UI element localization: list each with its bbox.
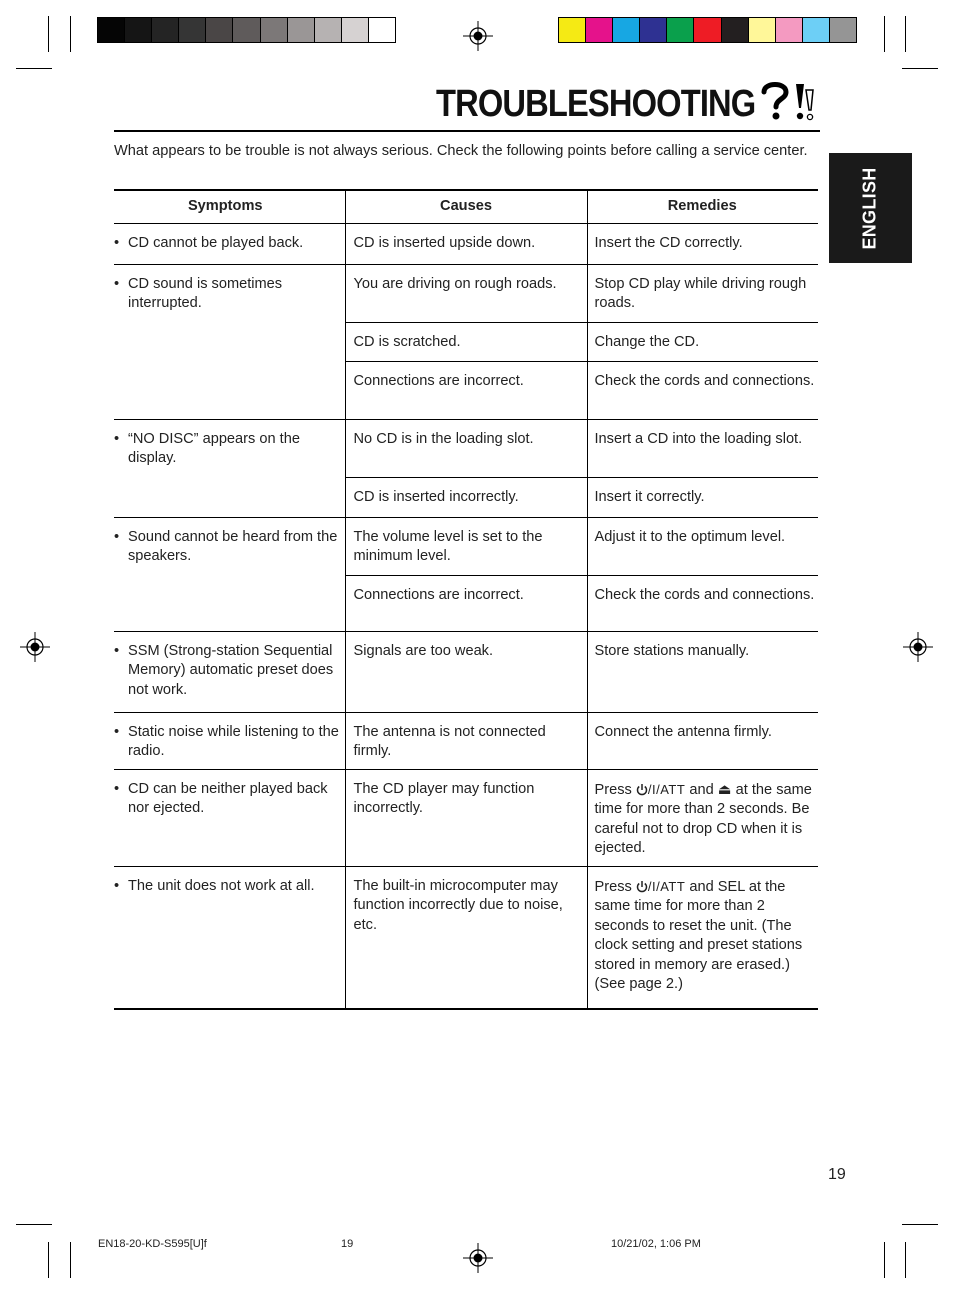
- remedy-text: at the same time for more than 2 seconds. Be careful not to drop CD when it is ejected.: [594, 781, 812, 856]
- symptom-cell: [114, 419, 345, 517]
- color-swatch: [694, 18, 721, 42]
- cause-cell: The CD player may function incorrectly.: [345, 769, 587, 866]
- cause-cell: No CD is in the loading slot.: [345, 419, 587, 477]
- grayscale-calibration-bar: [97, 17, 396, 43]
- remedy-cell: Connect the antenna firmly.: [587, 712, 818, 769]
- language-tab: [829, 153, 912, 263]
- crop-mark: [16, 1224, 52, 1225]
- crop-mark: [902, 1224, 938, 1225]
- symptom-cell: [114, 517, 345, 631]
- remedy-cell: [587, 866, 818, 1009]
- color-swatch: [559, 18, 586, 42]
- bullet: •: [114, 528, 120, 545]
- gray-swatch: [369, 18, 395, 42]
- footer-page-number: 19: [341, 1238, 354, 1250]
- symptom-cell: [114, 264, 345, 419]
- color-swatch: [586, 18, 613, 42]
- symptom-text: CD cannot be played back.: [128, 234, 304, 251]
- crop-mark: [48, 1242, 49, 1278]
- color-swatch: [749, 18, 776, 42]
- symptom-cell: [114, 712, 345, 769]
- power-icon: [636, 783, 648, 796]
- language-label: ENGLISH: [859, 166, 880, 250]
- remedies-header: Remedies: [587, 190, 818, 223]
- table-row: [114, 866, 818, 1009]
- cause-cell: CD is scratched.: [345, 322, 587, 361]
- bullet: •: [114, 877, 120, 894]
- table-row: [114, 517, 818, 575]
- color-swatch: [803, 18, 830, 42]
- bullet: •: [114, 642, 120, 659]
- question-exclamation-icon: [760, 80, 820, 122]
- remedy-cell: Check the cords and connections.: [587, 361, 818, 419]
- cause-cell: Connections are incorrect.: [345, 361, 587, 419]
- title-block: [436, 80, 807, 128]
- symptom-cell: [114, 769, 345, 866]
- remedy-text: and: [689, 781, 714, 798]
- bullet: •: [114, 780, 120, 797]
- remedy-cell: Store stations manually.: [587, 631, 818, 712]
- color-calibration-bar: [558, 17, 857, 43]
- table-row: [114, 712, 818, 769]
- cause-cell: The built-in microcomputer may function incorrectly due to noise, etc.: [345, 866, 587, 1009]
- remedy-text: Press: [594, 878, 632, 895]
- crop-mark: [884, 16, 885, 52]
- cause-cell: The antenna is not connected firmly.: [345, 712, 587, 769]
- crop-mark: [902, 68, 938, 69]
- gray-swatch: [342, 18, 369, 42]
- intro-text: What appears to be trouble is not always serious. Check the following points before calling a service center.: [114, 143, 808, 159]
- symptom-text: Sound cannot be heard from the speakers.: [128, 528, 338, 564]
- color-swatch: [640, 18, 667, 42]
- registration-target-icon: [463, 1243, 493, 1273]
- color-swatch: [667, 18, 694, 42]
- gray-swatch: [179, 18, 206, 42]
- remedy-cell: Stop CD play while driving rough roads.: [587, 264, 818, 322]
- remedy-cell: Insert a CD into the loading slot.: [587, 419, 818, 477]
- symptom-text: Static noise while listening to the radio.: [128, 723, 339, 759]
- crop-mark: [905, 1242, 906, 1278]
- remedy-cell: [587, 769, 818, 866]
- symptom-text: “NO DISC” appears on the display.: [128, 430, 300, 466]
- bullet: •: [114, 275, 120, 292]
- color-swatch: [722, 18, 749, 42]
- symptom-text: CD can be neither played back nor ejected.: [128, 780, 328, 816]
- table-row: [114, 264, 818, 322]
- table-row: [114, 223, 818, 264]
- gray-swatch: [98, 18, 125, 42]
- cause-cell: You are driving on rough roads.: [345, 264, 587, 322]
- symptom-cell: [114, 631, 345, 712]
- color-swatch: [613, 18, 640, 42]
- crop-mark: [16, 68, 52, 69]
- registration-target-icon: [20, 632, 50, 662]
- color-swatch: [776, 18, 803, 42]
- cause-cell: Connections are incorrect.: [345, 575, 587, 631]
- symptom-cell: [114, 223, 345, 264]
- bullet: •: [114, 723, 120, 740]
- table-header-row: [114, 190, 818, 223]
- remedy-cell: Insert the CD correctly.: [587, 223, 818, 264]
- crop-mark: [884, 1242, 885, 1278]
- crop-mark: [48, 16, 49, 52]
- symptom-text: CD sound is sometimes interrupted.: [128, 275, 283, 311]
- gray-swatch: [206, 18, 233, 42]
- eject-icon: ⏏: [717, 781, 732, 798]
- gray-swatch: [315, 18, 342, 42]
- remedy-text: and SEL at the same time for more than 2 seconds to reset the unit. (The clock setting and preset stations stored in memory are erased.) (See page 2.): [594, 878, 803, 992]
- page-title: TROUBLESHOOTING: [436, 82, 756, 125]
- footer-timestamp: 10/21/02, 1:06 PM: [611, 1238, 701, 1250]
- registration-target-icon: [463, 21, 493, 51]
- title-rule: [114, 130, 820, 132]
- gray-swatch: [261, 18, 288, 42]
- registration-target-icon: [903, 632, 933, 662]
- power-att-button-label: /I/ATT: [647, 781, 686, 797]
- gray-swatch: [152, 18, 179, 42]
- symptom-cell: [114, 866, 345, 1009]
- symptom-text: SSM (Strong-station Sequential Memory) automatic preset does not work.: [128, 642, 334, 698]
- remedy-cell: Check the cords and connections.: [587, 575, 818, 631]
- crop-mark: [905, 16, 906, 52]
- power-att-button-label: /I/ATT: [647, 878, 686, 894]
- crop-mark: [70, 1242, 71, 1278]
- remedy-text: Press: [594, 781, 632, 798]
- troubleshooting-table: [114, 189, 818, 1010]
- table-row: [114, 631, 818, 712]
- table-row: [114, 769, 818, 866]
- cause-cell: The volume level is set to the minimum level.: [345, 517, 587, 575]
- remedy-cell: Insert it correctly.: [587, 477, 818, 517]
- bullet: •: [114, 234, 120, 251]
- bullet: •: [114, 430, 120, 447]
- causes-header: Causes: [345, 190, 587, 223]
- remedy-cell: Adjust it to the optimum level.: [587, 517, 818, 575]
- page-number: 19: [828, 1166, 846, 1183]
- crop-mark: [70, 16, 71, 52]
- cause-cell: CD is inserted upside down.: [345, 223, 587, 264]
- gray-swatch: [125, 18, 152, 42]
- footer-file-name: EN18-20-KD-S595[U]f: [98, 1238, 207, 1250]
- cause-cell: Signals are too weak.: [345, 631, 587, 712]
- table-row: [114, 419, 818, 477]
- cause-cell: CD is inserted incorrectly.: [345, 477, 587, 517]
- power-icon: [636, 880, 648, 893]
- gray-swatch: [233, 18, 260, 42]
- symptoms-header: Symptoms: [114, 190, 345, 223]
- gray-swatch: [288, 18, 315, 42]
- color-swatch: [830, 18, 856, 42]
- remedy-cell: Change the CD.: [587, 322, 818, 361]
- symptom-text: The unit does not work at all.: [128, 877, 315, 894]
